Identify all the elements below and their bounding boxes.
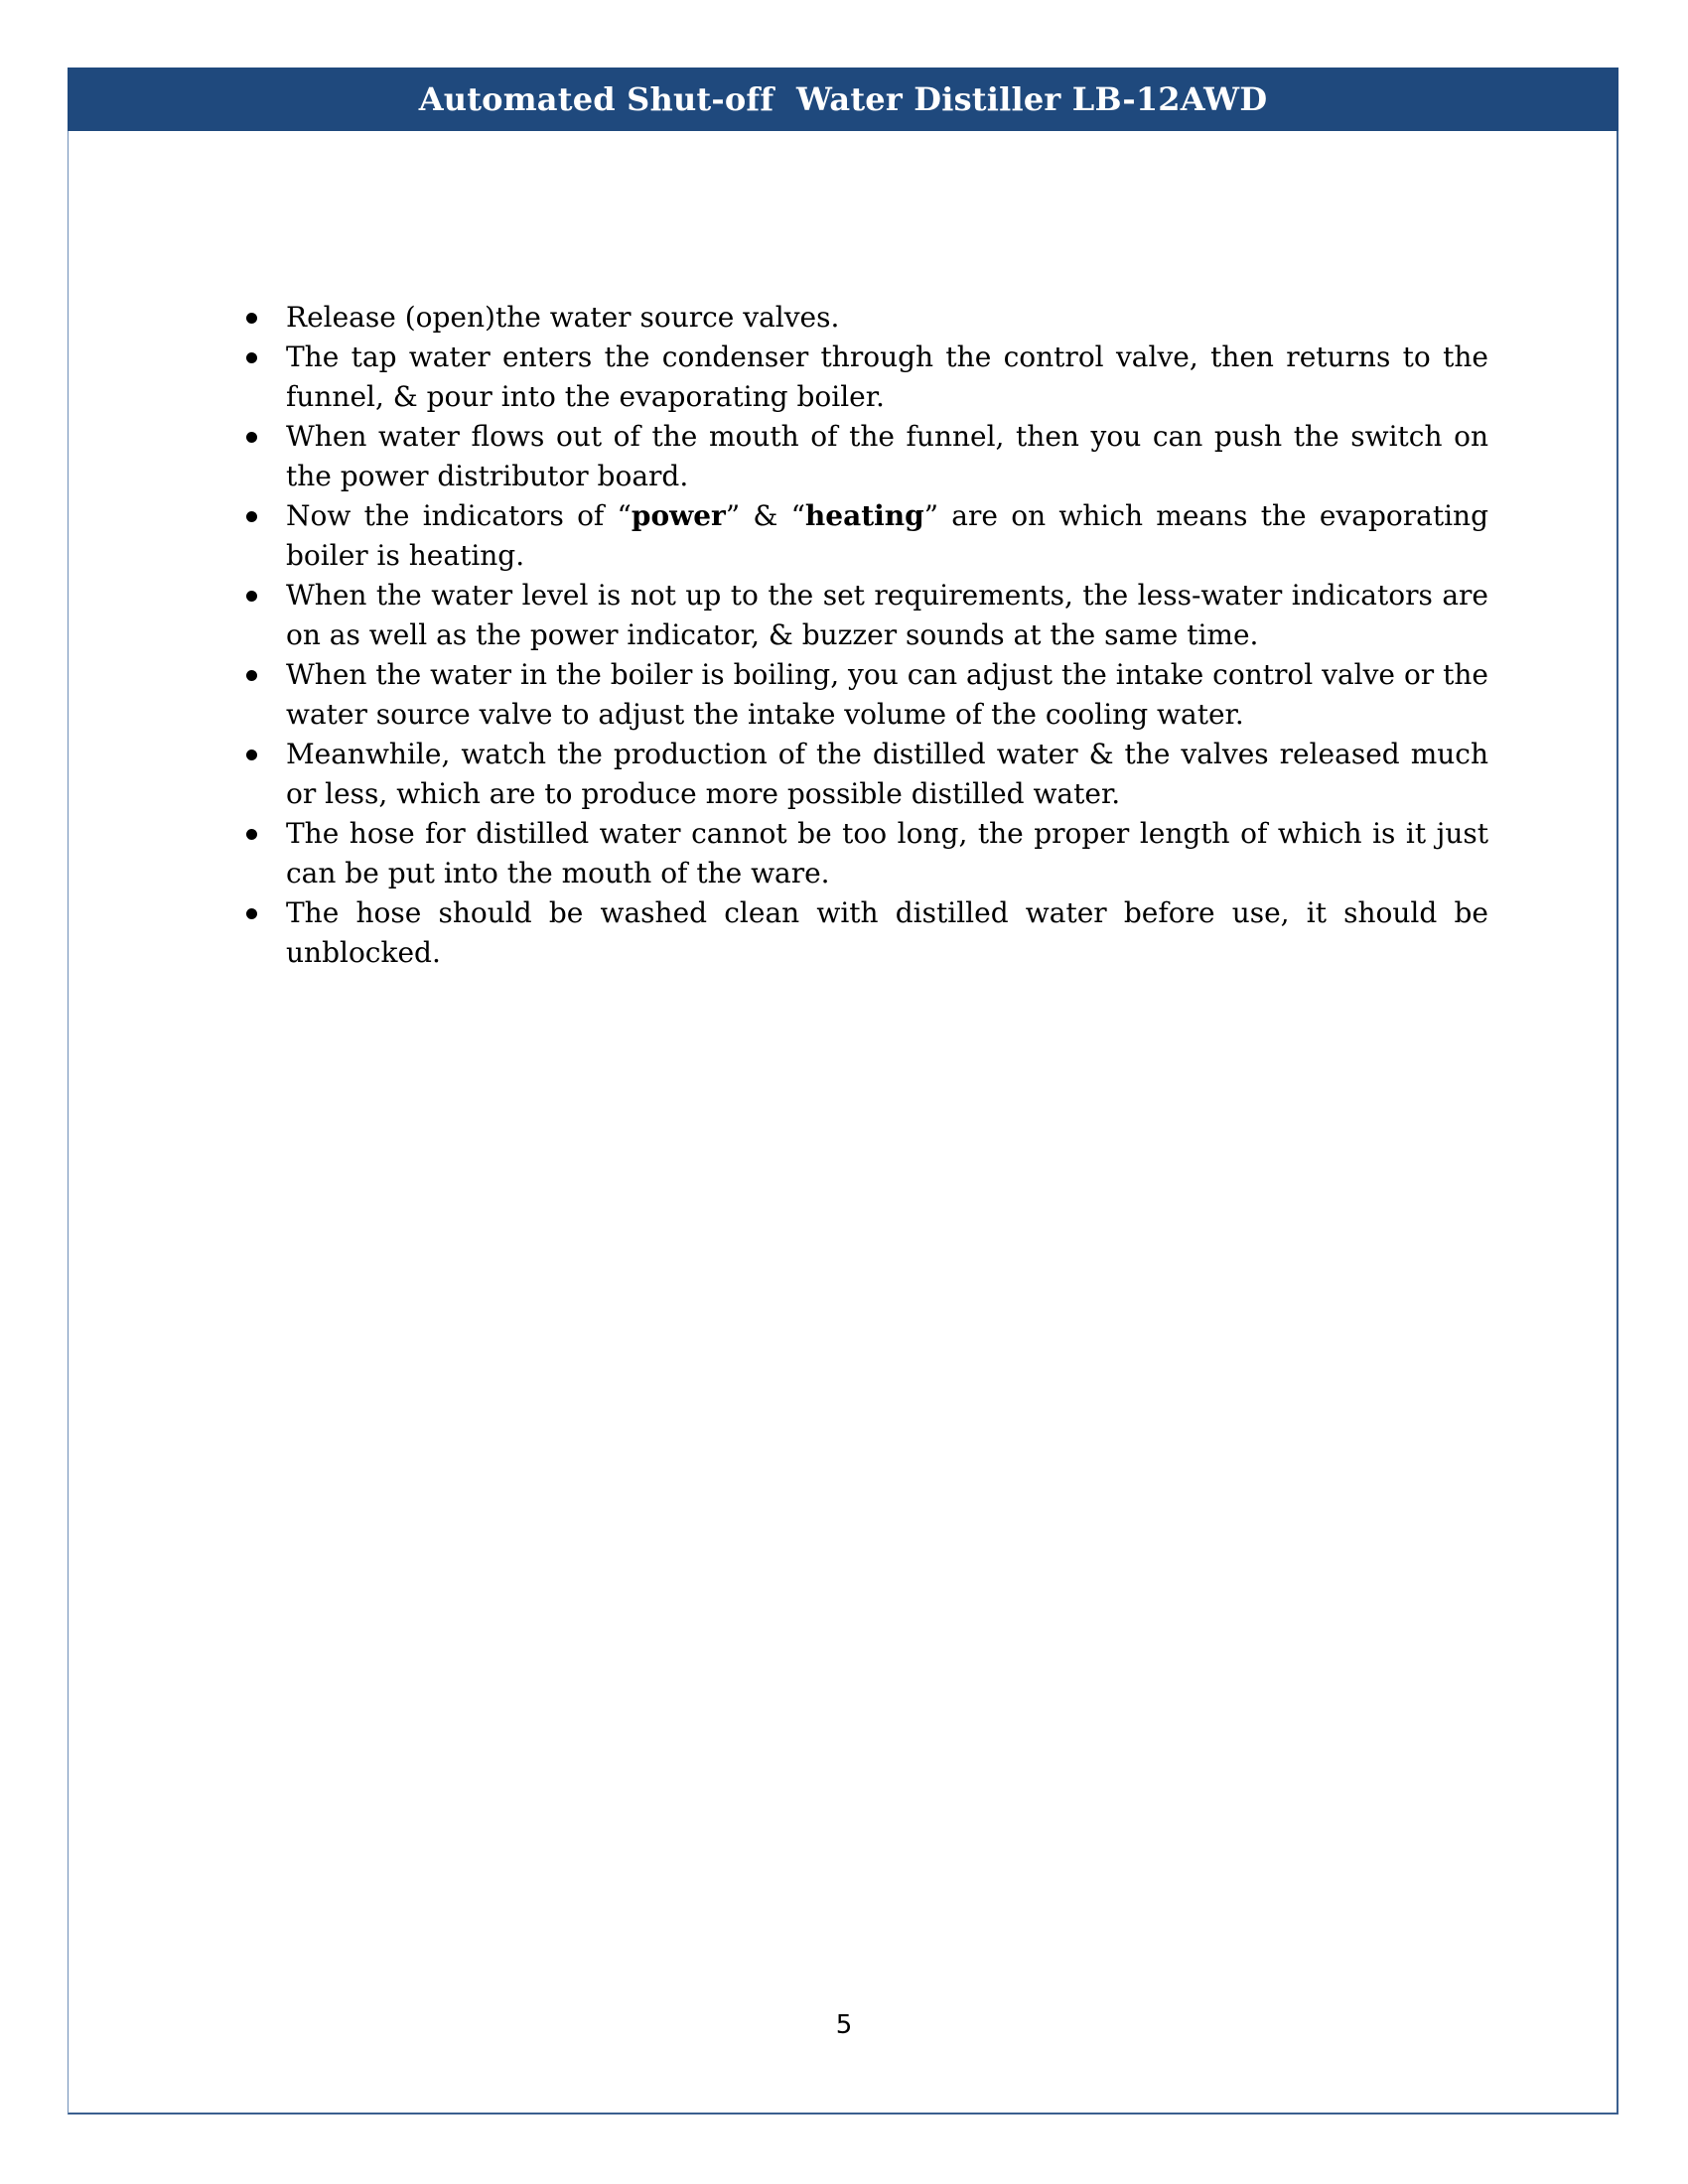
page-number: 5: [835, 2010, 853, 2040]
bullet-icon: [246, 432, 257, 443]
list-item: [238, 496, 1488, 576]
list-item: [238, 893, 1488, 973]
instruction-text: The tap water enters the condenser through the control valve, then returns to the funnel, & pour into the evaporating boiler.: [286, 341, 1488, 413]
list-item: [238, 576, 1488, 655]
instruction-text: [286, 496, 1488, 576]
instruction-text-end: ” are on which means the evaporating boiler is heating.: [286, 499, 1488, 572]
instruction-text: When the water in the boiler is boiling, you can adjust the intake control valve or the water source valve to adjust the intake volume of the cooling water.: [286, 658, 1488, 731]
header-banner: [68, 68, 1618, 131]
instruction-text-start: Now the indicators of “: [286, 499, 632, 532]
instruction-text-middle: ” & “: [725, 499, 805, 532]
instruction-text: Meanwhile, watch the production of the distilled water & the valves released much or less, which are to produce more possible distilled water.: [286, 738, 1488, 810]
bullet-icon: [246, 591, 257, 602]
list-item: [238, 735, 1488, 814]
instruction-text: The hose should be washed clean with distilled water before use, it should be unblocked.: [286, 896, 1488, 969]
bullet-icon: [246, 750, 257, 760]
bullet-icon: [246, 313, 257, 324]
power-keyword: power: [631, 499, 726, 532]
list-item: [238, 338, 1488, 417]
list-item: [238, 655, 1488, 735]
instruction-text: Release (open)the water source valves.: [286, 301, 840, 334]
list-item: [238, 417, 1488, 496]
instruction-text: The hose for distilled water cannot be too long, the proper length of which is it just can be put into the mouth of the ware.: [286, 817, 1488, 889]
heating-keyword: heating: [804, 499, 924, 532]
instruction-text: When the water level is not up to the set requirements, the less-water indicators are on as well as the power indicator, & buzzer sounds at the same time.: [286, 579, 1488, 651]
bullet-icon: [246, 670, 257, 681]
list-item: [238, 298, 1488, 338]
bullet-icon: [246, 829, 257, 840]
bullet-icon: [246, 908, 257, 919]
instruction-list: [238, 298, 1488, 973]
instruction-text: When water flows out of the mouth of the funnel, then you can push the switch on the power distributor board.: [286, 420, 1488, 492]
list-item: [238, 814, 1488, 893]
page-title: Automated Shut-off Water Distiller LB-12AWD: [418, 80, 1268, 118]
bullet-icon: [246, 511, 257, 522]
bullet-icon: [246, 352, 257, 363]
